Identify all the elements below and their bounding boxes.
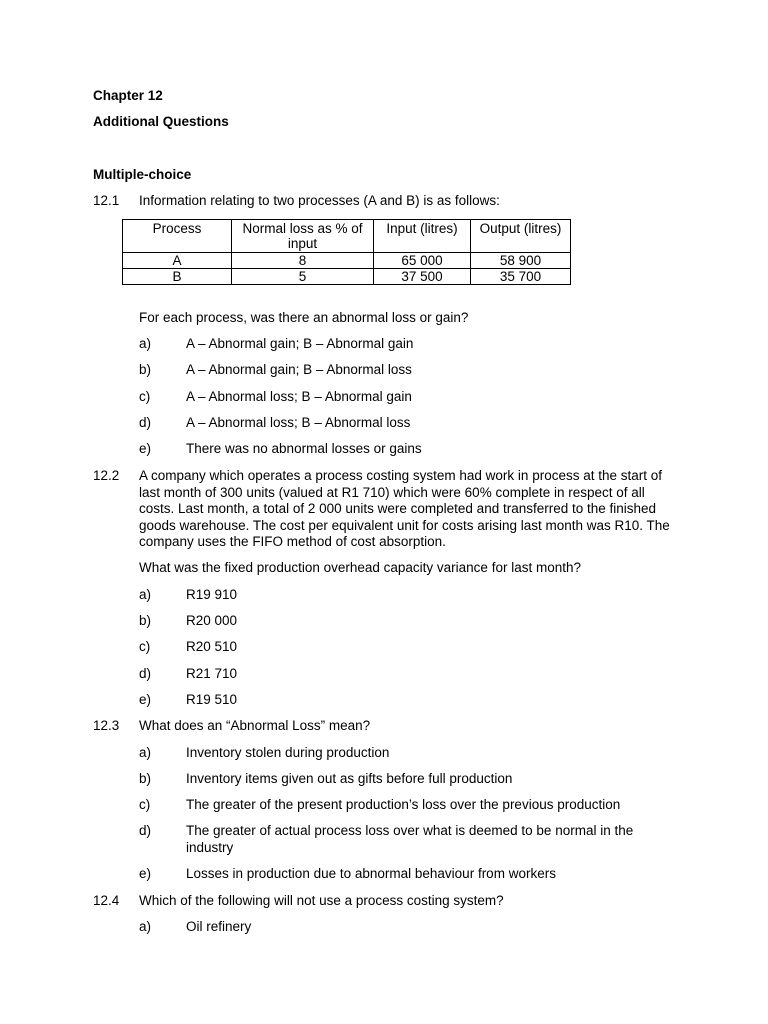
option-label: d): [139, 415, 152, 430]
option-label: a): [139, 336, 152, 351]
option-label: c): [139, 797, 151, 812]
option-label: a): [139, 745, 152, 760]
table-cell: B: [123, 269, 232, 285]
option-label: a): [139, 587, 152, 602]
question-number: 12.2: [93, 468, 120, 483]
option-label: d): [139, 666, 152, 681]
table-cell: 8: [232, 253, 374, 269]
question-text: A company which operates a process costing system had work in process at the start of last month of 300 units (valued at R1 710) which were 60% complete in respect of all costs. Last month, a total of 2 000 units were completed and transferred to the finished goods warehouse. The cost per equivalent unit for costs arising last month was R10. The company uses the FIFO method of cost absorption.: [139, 468, 670, 549]
option-text: R19 910: [186, 587, 238, 602]
question-number: 12.4: [93, 893, 120, 908]
table-row: [123, 269, 571, 285]
table-cell: 65 000: [374, 253, 471, 269]
option-text: Inventory stolen during production: [186, 745, 390, 760]
option-text: A – Abnormal gain; B – Abnormal gain: [186, 336, 414, 351]
table-header-cell: Normal loss as % of input: [232, 220, 374, 253]
option-label: a): [139, 919, 152, 934]
option-label: e): [139, 441, 152, 456]
table-header-cell: Output (litres): [471, 220, 571, 253]
question-prompt: What was the fixed production overhead capacity variance for last month?: [139, 560, 581, 575]
option-text: A – Abnormal loss; B – Abnormal loss: [186, 415, 411, 430]
option-label: b): [139, 613, 152, 628]
option-label: c): [139, 639, 151, 654]
table-row: [123, 253, 571, 269]
option-label: e): [139, 866, 152, 881]
chapter-title: Chapter 12: [93, 88, 163, 103]
question-text: What does an “Abnormal Loss” mean?: [139, 718, 371, 733]
option-label: d): [139, 823, 152, 838]
option-text: A – Abnormal loss; B – Abnormal gain: [186, 389, 412, 404]
option-label: c): [139, 389, 151, 404]
option-text: The greater of the present production’s loss over the previous production: [186, 797, 621, 812]
option-text: Inventory items given out as gifts before full production: [186, 771, 513, 786]
option-text: The greater of actual process loss over what is deemed to be normal in the industry: [186, 823, 634, 855]
table-cell: A: [123, 253, 232, 269]
process-table: [122, 219, 571, 285]
table-cell: 37 500: [374, 269, 471, 285]
question-number: 12.3: [93, 718, 120, 733]
table-header-cell: Process: [123, 220, 232, 253]
question-number: 12.1: [93, 193, 120, 208]
option-text: R21 710: [186, 666, 238, 681]
option-text: R20 510: [186, 639, 238, 654]
table-cell: 5: [232, 269, 374, 285]
question-text: Which of the following will not use a process costing system?: [139, 893, 504, 908]
subsection-title: Multiple-choice: [93, 167, 192, 182]
option-label: b): [139, 362, 152, 377]
option-text: R20 000: [186, 613, 238, 628]
option-text: Losses in production due to abnormal behaviour from workers: [186, 866, 556, 881]
question-text: Information relating to two processes (A and B) is as follows:: [139, 193, 500, 208]
question-prompt: For each process, was there an abnormal loss or gain?: [139, 310, 469, 325]
option-label: e): [139, 692, 152, 707]
option-text: There was no abnormal losses or gains: [186, 441, 422, 456]
option-label: b): [139, 771, 152, 786]
option-text: R19 510: [186, 692, 238, 707]
table-header-cell: Input (litres): [374, 220, 471, 253]
table-cell: 35 700: [471, 269, 571, 285]
table-cell: 58 900: [471, 253, 571, 269]
table-header-row: [123, 220, 571, 253]
option-text: A – Abnormal gain; B – Abnormal loss: [186, 362, 412, 377]
option-text: Oil refinery: [186, 919, 252, 934]
section-title: Additional Questions: [93, 114, 229, 129]
